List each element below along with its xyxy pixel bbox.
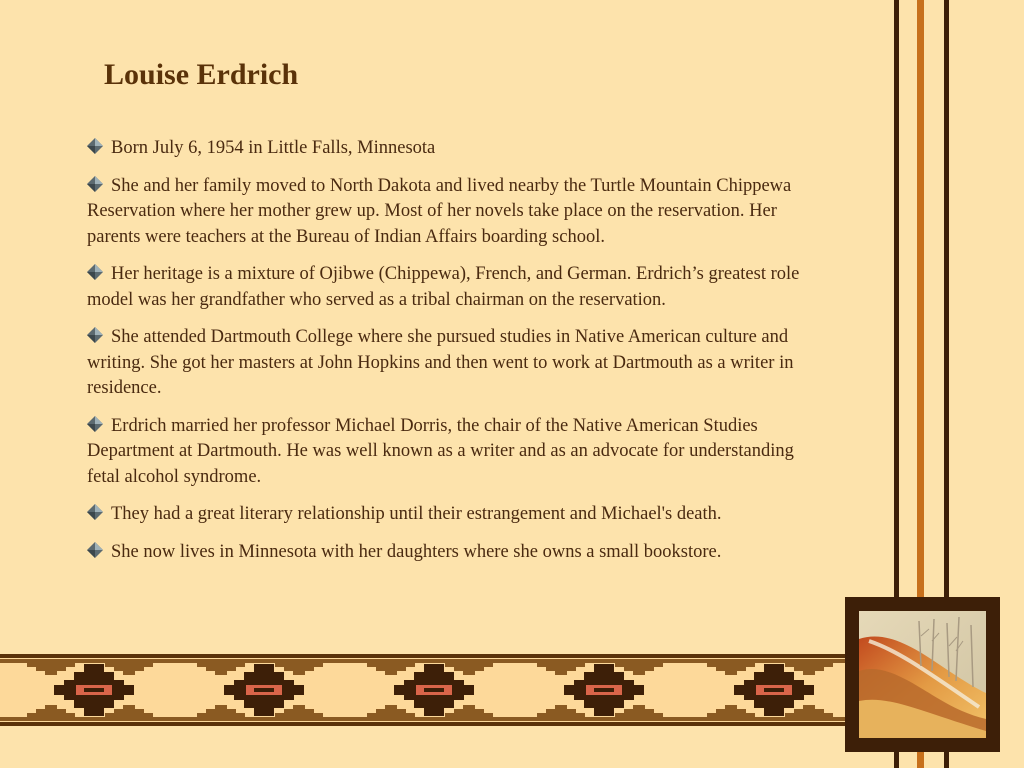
bullet-text: They had a great literary relationship until their estrangement and Michael's death. <box>111 504 722 524</box>
bullet-text: She now lives in Minnesota with her daughters where she owns a small bookstore. <box>111 541 722 562</box>
diamond-icon <box>87 416 103 432</box>
bullet-item <box>87 136 827 162</box>
bullet-text: She attended Dartmouth College where she pursued studies in Native American culture and writing. She got her masters at John Hopkins and then went to work at Dartmouth as a writer in residence. <box>87 327 794 398</box>
bullet-text: Erdrich married her professor Michael Dorris, the chair of the Native American Studies Department at Dartmouth. He was well known as a writer and as an advocate for understanding fetal alcohol syndrome. <box>87 415 794 487</box>
bullet-item <box>87 262 827 313</box>
bullet-text: Her heritage is a mixture of Ojibwe (Chippewa), French, and German. Erdrich’s greatest role model was her grandfather who served as a tribal chairman on the reservation. <box>87 264 800 310</box>
diamond-icon <box>87 264 103 280</box>
bullet-item <box>87 502 827 528</box>
slide-title: Louise Erdrich <box>104 58 299 91</box>
picture-frame <box>845 597 1000 752</box>
diamond-icon <box>87 327 103 343</box>
bullet-item <box>87 540 827 566</box>
bullet-text: She and her family moved to North Dakota and lived nearby the Turtle Mountain Chippewa Reservation where her mother grew up. Most of her novels take place on the reservation. Her parents were teachers at the Bureau of Indian Affairs boarding school. <box>87 175 792 247</box>
diamond-icon <box>87 176 103 192</box>
bullet-item <box>87 325 827 402</box>
decorative-border-band <box>0 654 850 726</box>
diamond-icon <box>87 138 103 154</box>
diamond-icon <box>87 542 103 558</box>
bullet-text: Born July 6, 1954 in Little Falls, Minnesota <box>111 138 436 158</box>
abstract-landscape-painting <box>859 611 986 738</box>
bullet-item <box>87 414 827 491</box>
bullet-list <box>87 136 827 577</box>
diamond-icon <box>87 504 103 520</box>
bullet-item <box>87 174 827 251</box>
